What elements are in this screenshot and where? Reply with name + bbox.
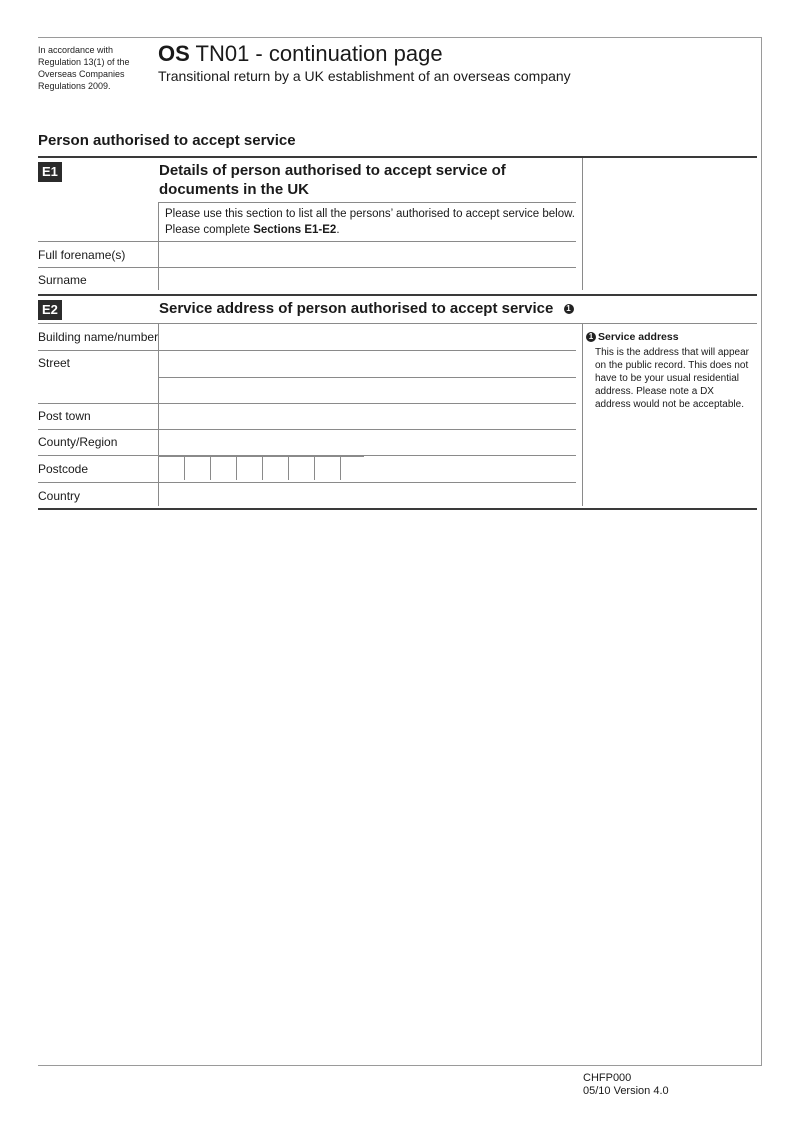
post-town-bottom-rule bbox=[38, 429, 576, 430]
e1-info-line1: Please use this section to list all the persons’ authorised to accept service below. bbox=[165, 208, 575, 220]
page-right-rule bbox=[761, 37, 762, 1066]
footer bbox=[583, 1072, 669, 1098]
forename-label: Full forename(s) bbox=[38, 248, 126, 262]
street-input-line2[interactable] bbox=[159, 379, 576, 403]
street-label: Street bbox=[38, 356, 71, 370]
e1-sections-ref: Sections E1-E2 bbox=[253, 224, 337, 236]
e1-info-bottom-rule bbox=[158, 241, 576, 242]
e2-right-divider bbox=[582, 323, 583, 506]
country-input[interactable] bbox=[159, 484, 576, 506]
e2-bottom-rule bbox=[38, 508, 757, 510]
form-title bbox=[158, 40, 443, 68]
post-town-input[interactable] bbox=[159, 405, 576, 429]
footer-code: CHFP000 bbox=[583, 1072, 632, 1084]
e2-title: Service address of person authorised to accept service 1 bbox=[159, 299, 574, 318]
surname-label: Surname bbox=[38, 273, 87, 287]
county-label: County/Region bbox=[38, 435, 118, 449]
page-top-rule bbox=[38, 37, 762, 38]
e1-title: Details of person authorised to accept service of documents in the UK bbox=[159, 162, 506, 198]
street-line1-rule bbox=[158, 377, 576, 378]
postcode-char-box[interactable] bbox=[184, 456, 210, 480]
postcode-char-box[interactable] bbox=[158, 456, 184, 480]
guidance-body: This is the address that will appear on the public record. This does not have to be your usual residential address. Please note a DX address would not be acceptable. bbox=[595, 347, 749, 410]
e1-right-divider bbox=[582, 158, 583, 290]
country-label: Country bbox=[38, 489, 81, 503]
info-icon: 1 bbox=[586, 332, 596, 342]
county-input[interactable] bbox=[159, 431, 576, 455]
e1-info-top-rule bbox=[158, 202, 576, 203]
info-icon: 1 bbox=[564, 304, 574, 314]
form-name: TN01 - continuation page bbox=[195, 41, 443, 66]
postcode-char-box[interactable] bbox=[210, 456, 236, 480]
surname-input[interactable] bbox=[159, 269, 576, 291]
e1-badge: E1 bbox=[38, 162, 62, 182]
postcode-boxes bbox=[158, 456, 364, 480]
street-bottom-rule bbox=[38, 403, 576, 404]
postcode-char-box[interactable] bbox=[340, 456, 364, 480]
postcode-char-box[interactable] bbox=[288, 456, 314, 480]
form-subtitle: Transitional return by a UK establishment of an overseas company bbox=[158, 68, 571, 84]
postcode-char-box[interactable] bbox=[236, 456, 262, 480]
street-input-line1[interactable] bbox=[159, 352, 576, 376]
postcode-label: Postcode bbox=[38, 462, 89, 476]
e2-badge: E2 bbox=[38, 300, 62, 320]
forename-input[interactable] bbox=[159, 243, 576, 267]
footer-rule bbox=[38, 1065, 762, 1066]
building-input[interactable] bbox=[159, 325, 576, 349]
building-label: Building name/number bbox=[38, 330, 159, 344]
postcode-char-box[interactable] bbox=[314, 456, 340, 480]
section-heading: Person authorised to accept service bbox=[38, 132, 296, 149]
e1-info-text bbox=[165, 206, 577, 238]
building-bottom-rule bbox=[38, 350, 576, 351]
postcode-bottom-rule bbox=[38, 482, 576, 483]
e2-top-rule bbox=[38, 294, 757, 296]
postcode-char-box[interactable] bbox=[262, 456, 288, 480]
post-town-label: Post town bbox=[38, 409, 91, 423]
footer-version: 05/10 Version 4.0 bbox=[583, 1085, 669, 1097]
e1-top-rule bbox=[38, 156, 757, 158]
form-prefix: OS bbox=[158, 41, 190, 66]
forename-bottom-rule bbox=[38, 267, 576, 268]
forename-label-rule bbox=[38, 241, 158, 242]
e1-info-line2: Please complete Sections E1-E2. bbox=[165, 224, 340, 236]
guidance-panel bbox=[586, 331, 752, 411]
guidance-title: 1 Service address bbox=[586, 331, 752, 344]
legal-note: In accordance with Regulation 13(1) of the Overseas Companies Regulations 2009. bbox=[38, 45, 130, 91]
e2-header-bottom-rule bbox=[38, 323, 757, 324]
